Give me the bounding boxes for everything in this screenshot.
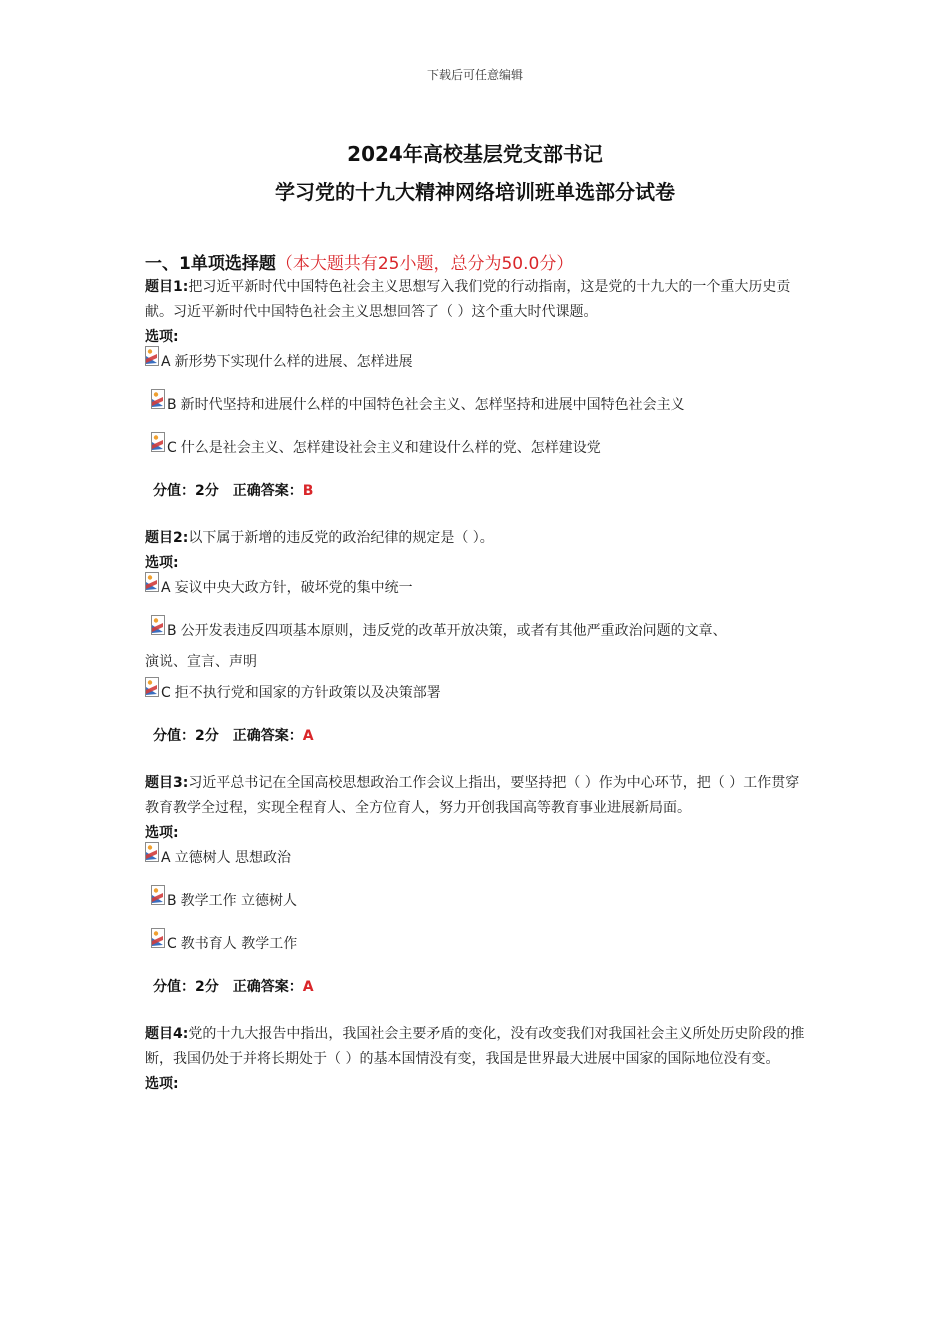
question-1-option-c-text: 什么是社会主义、怎样建设社会主义和建设什么样的党、怎样建设党 (180, 440, 601, 456)
broken-image-icon (145, 572, 159, 592)
broken-image-icon (151, 928, 165, 948)
question-1-number: 题目1: (145, 279, 189, 295)
question-4 (145, 1022, 810, 1097)
question-2-score (145, 724, 810, 749)
section-heading (145, 249, 573, 274)
question-2-option-a[interactable] (145, 576, 810, 601)
question-3-option-a-letter: A (161, 850, 171, 866)
question-2-answer: A (302, 728, 314, 744)
section-heading-note: （本大题共有25小题，总分为50.0分） (275, 254, 574, 274)
question-3-stem (145, 771, 810, 821)
question-1-option-b-letter: B (167, 397, 177, 413)
broken-image-icon (145, 677, 159, 697)
question-1-answer-label: 正确答案： (232, 483, 303, 499)
question-2-option-a-text: 妄议中央大政方针，破坏党的集中统一 (174, 580, 413, 596)
question-3-option-c-text: 教书育人 教学工作 (180, 936, 298, 952)
question-2-answer-label: 正确答案： (232, 728, 303, 744)
question-3-option-a-text: 立德树人 思想政治 (174, 850, 292, 866)
question-2-option-b[interactable] (145, 619, 810, 644)
question-3-option-b[interactable] (145, 889, 810, 914)
question-3-option-b-letter: B (167, 893, 177, 909)
question-2-option-c[interactable] (145, 681, 810, 706)
question-1-option-c-letter: C (167, 440, 177, 456)
question-2-option-b-letter: B (167, 623, 177, 639)
page-subtitle: 学习党的十九大精神网络培训班单选部分试卷 (275, 180, 675, 204)
question-2-option-b-text: 公开发表违反四项基本原则，违反党的改革开放决策，或者有其他严重政治问题的文章、 (180, 623, 727, 639)
question-3-option-c[interactable] (145, 932, 810, 957)
broken-image-icon (151, 389, 165, 409)
question-3-number: 题目3: (145, 775, 189, 791)
question-1-option-a[interactable] (145, 350, 810, 375)
question-3-answer: A (302, 979, 314, 995)
question-1-score (145, 479, 810, 504)
question-3-option-c-letter: C (167, 936, 177, 952)
question-2 (145, 526, 810, 749)
question-2-stem (145, 526, 810, 551)
broken-image-icon (145, 346, 159, 366)
question-2-option-c-text: 拒不执行党和国家的方针政策以及决策部署 (174, 685, 441, 701)
question-1-score-value: 分值：2分 (153, 483, 219, 499)
question-4-number: 题目4: (145, 1026, 189, 1042)
broken-image-icon (145, 842, 159, 862)
question-1-text: 把习近平新时代中国特色社会主义思想写入我们党的行动指南，这是党的十九大的一个重大历史贡献。习近平新时代中国特色社会主义思想回答了（ ）这个重大时代课题。 (145, 279, 791, 320)
question-2-text: 以下属于新增的违反党的政治纪律的规定是（ ）。 (188, 530, 494, 546)
question-4-text: 党的十九大报告中指出，我国社会主要矛盾的变化，没有改变我们对我国社会主义所处历史阶段的推断，我国仍处于并将长期处于（ ）的基本国情没有变，我国是世界最大进展中国家的国际地位没有变。 (145, 1026, 805, 1067)
question-1-stem (145, 275, 810, 325)
question-3-score-value: 分值：2分 (153, 979, 219, 995)
question-1 (145, 275, 810, 504)
question-1-answer: B (302, 483, 314, 499)
question-2-option-b-continuation: 演说、宣言、声明 (145, 654, 257, 670)
question-1-option-c[interactable] (145, 436, 810, 461)
section-heading-label: 一、1单项选择题 (145, 254, 276, 274)
question-4-options-label: 选项: (145, 1076, 179, 1092)
question-1-options-label: 选项: (145, 329, 179, 345)
question-1-option-b[interactable] (145, 393, 810, 418)
question-3-option-b-text: 教学工作 立德树人 (180, 893, 298, 909)
question-3 (145, 771, 810, 1000)
question-3-options-label: 选项: (145, 825, 179, 841)
question-1-option-a-text: 新形势下实现什么样的进展、怎样进展 (174, 354, 413, 370)
question-2-options-label: 选项: (145, 555, 179, 571)
question-3-score (145, 975, 810, 1000)
question-2-option-c-letter: C (161, 685, 171, 701)
question-1-option-b-text: 新时代坚持和进展什么样的中国特色社会主义、怎样坚持和进展中国特色社会主义 (180, 397, 685, 413)
question-3-text: 习近平总书记在全国高校思想政治工作会议上指出，要坚持把（ ）作为中心环节，把（ ）工作贯穿教育教学全过程，实现全程育人、全方位育人，努力开创我国高等教育事业进展新局面。 (145, 775, 800, 816)
question-2-number: 题目2: (145, 530, 189, 546)
broken-image-icon (151, 885, 165, 905)
question-3-option-a[interactable] (145, 846, 810, 871)
page-title: 2024年高校基层党支部书记 (347, 142, 603, 166)
broken-image-icon (151, 432, 165, 452)
question-4-stem (145, 1022, 810, 1072)
question-2-option-a-letter: A (161, 580, 171, 596)
question-list (145, 275, 810, 1097)
question-3-answer-label: 正确答案： (232, 979, 303, 995)
header-note: 下载后可任意编辑 (426, 68, 523, 82)
question-2-score-value: 分值：2分 (153, 728, 219, 744)
question-1-option-a-letter: A (161, 354, 171, 370)
broken-image-icon (151, 615, 165, 635)
